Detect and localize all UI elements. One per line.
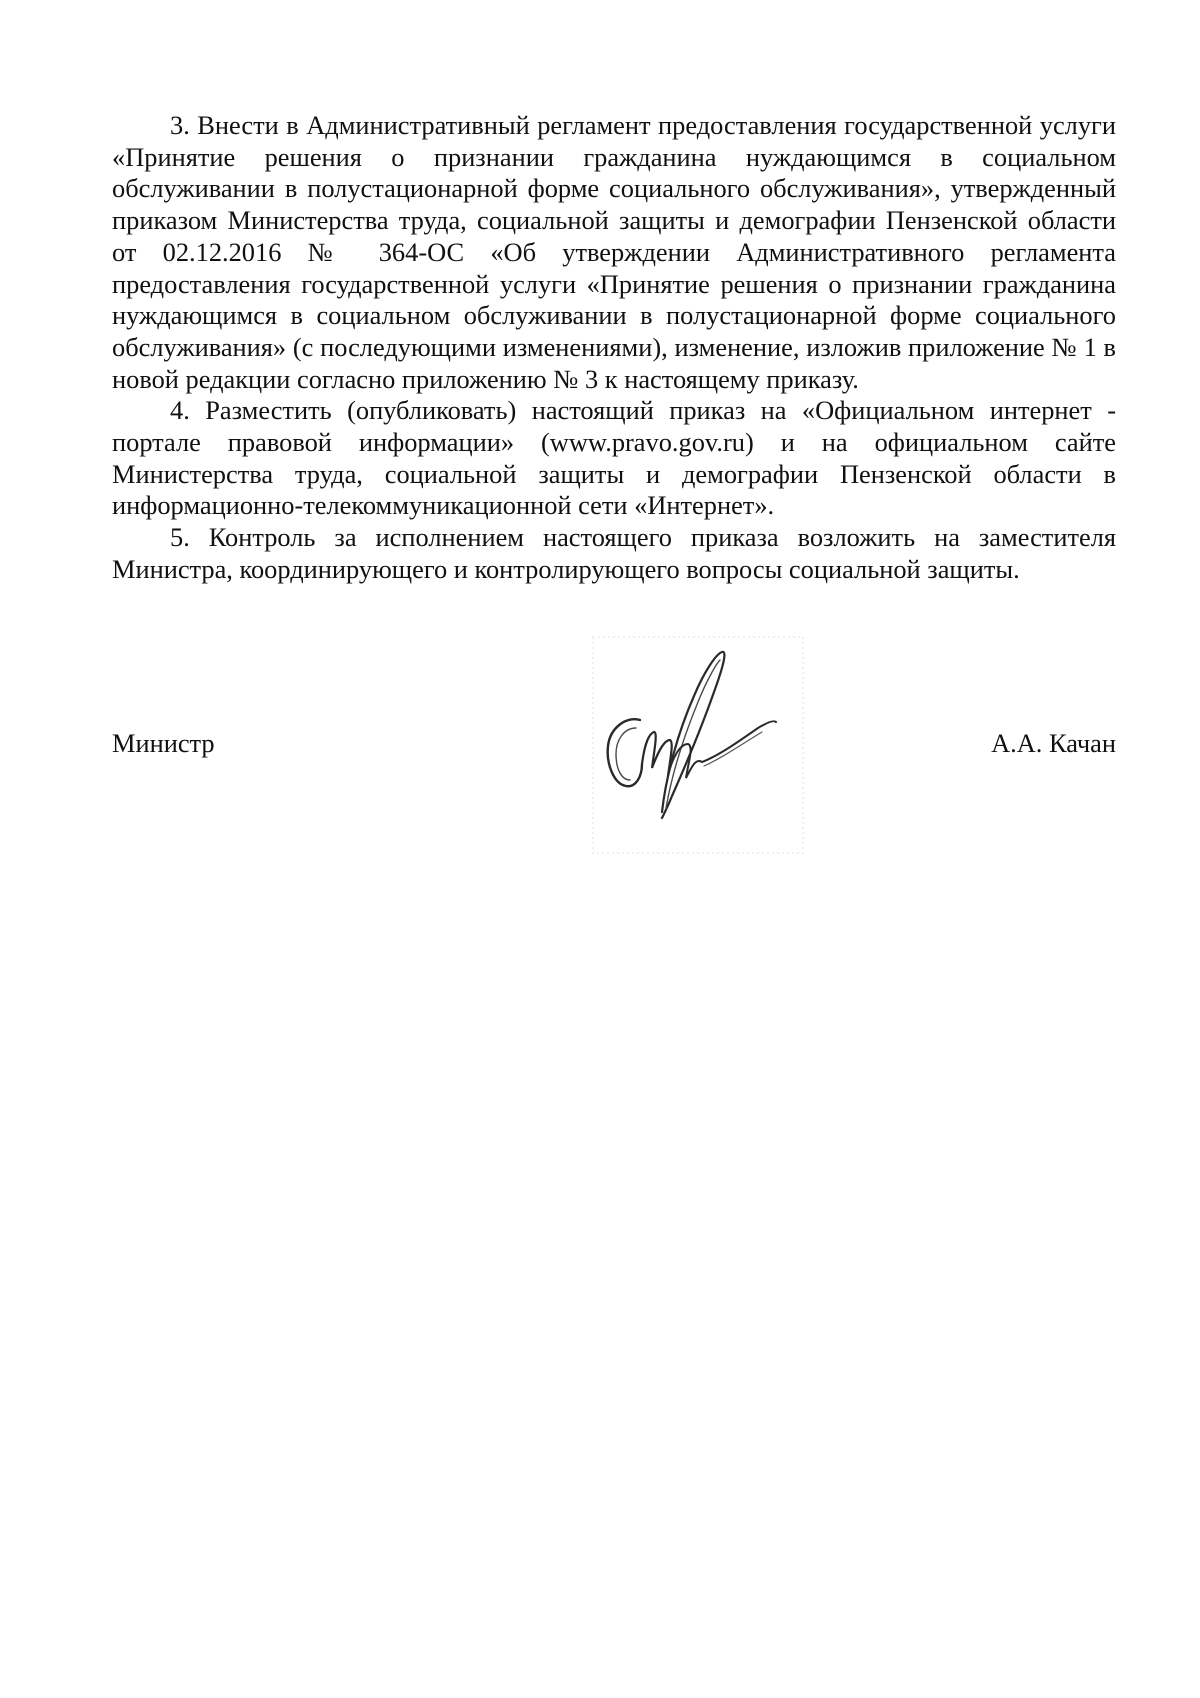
signature-block <box>112 728 1116 768</box>
paragraph-5: 5. Контроль за исполнением настоящего приказа возложить на заместителя Министра, координирующего и контролирующего вопросы социальной защиты. <box>112 522 1116 584</box>
signatory-name: А.А. Качан <box>991 728 1116 758</box>
signatory-title: Министр <box>112 728 215 758</box>
document-body <box>112 110 1116 586</box>
paragraph-4: 4. Разместить (опубликовать) настоящий приказ на «Официальном интернет - портале правовой информации» (www.pravo.gov.ru) и на официальном сайте Министерства труда, социальной защиты и демографии Пензенской области в информационно-телекоммуникационной сети «Интернет». <box>112 395 1116 521</box>
paragraph-3: 3. Внести в Административный регламент предоставления государственной услуги «Принятие решения о признании гражданина нуждающимся в социальном обслуживании в полустационарной форме социального обслуживания», утвержденный приказом Министерства труда, социальной защиты и демографии Пензенской области от 02.12.2016 № 364-ОС «Об утверждении Административного регламента предоставления государственной услуги «Принятие решения о признании гражданина нуждающимся в социальном обслуживании в полустационарной форме социального обслуживания» (с последующими изменениями), изменение, изложив приложение № 1 в новой редакции согласно приложению № 3 к настоящему приказу. <box>112 110 1116 394</box>
